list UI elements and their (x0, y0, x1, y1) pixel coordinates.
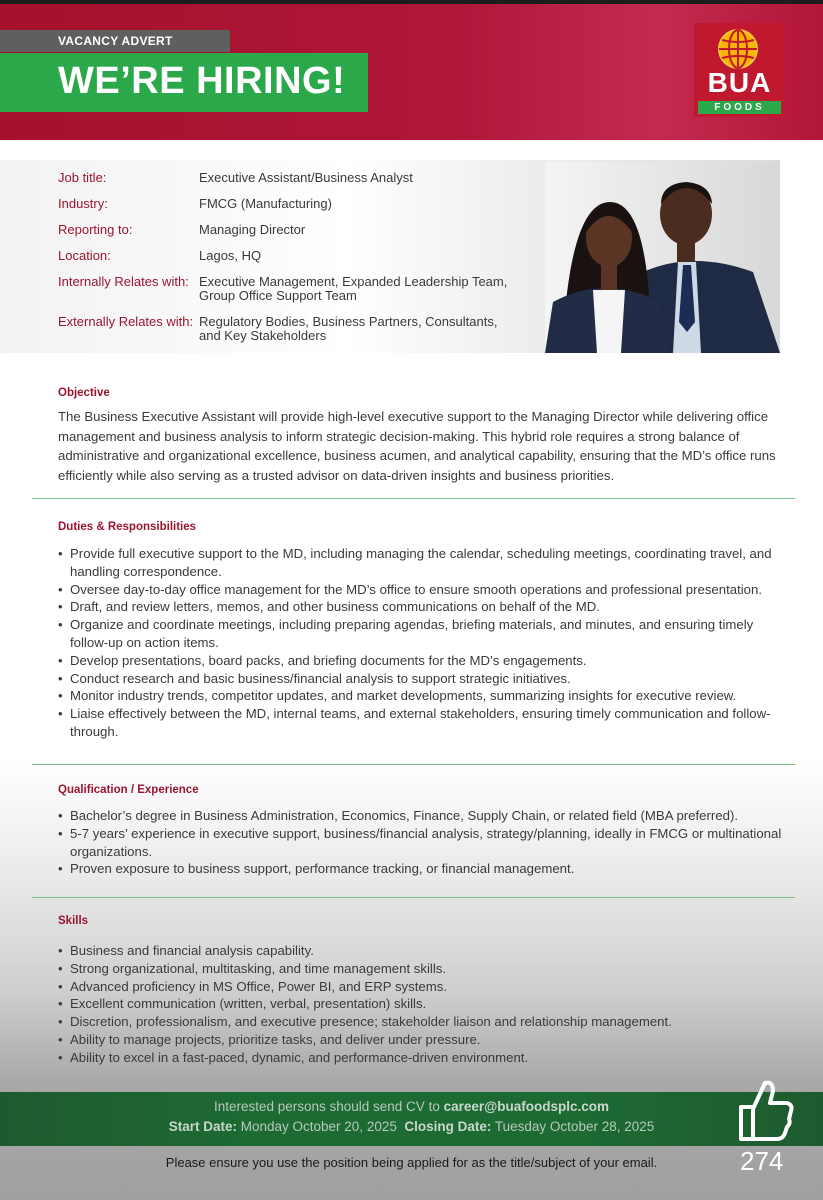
like-count: 274 (740, 1146, 784, 1176)
duties-title: Duties & Responsibilities (58, 521, 197, 533)
info-label: Externally Relates with: (58, 314, 194, 329)
objective-title: Objective (58, 387, 110, 399)
bua-foods-logo (694, 23, 785, 117)
info-label: Location: (58, 248, 111, 263)
info-value: Lagos, HQ (199, 248, 262, 263)
footer-email-link[interactable]: career@buafoodsplc.com (443, 1099, 610, 1114)
closing-date-label: Closing Date: (404, 1119, 492, 1134)
skills-list (58, 942, 793, 1067)
list-item: • Monitor industry trends, competitor updates, and market developments, summarizing insights for executive review. (58, 687, 793, 705)
list-item: • Discretion, professionalism, and executive presence; stakeholder liaison and relationship management. (58, 1013, 793, 1031)
list-item: • Bachelor’s degree in Business Administration, Economics, Finance, Supply Chain, or related field (MBA preferred). (58, 807, 793, 825)
list-item: • Draft, and review letters, memos, and other business communications on behalf of the MD. (58, 598, 793, 616)
skills-title: Skills (58, 915, 89, 927)
list-item: • 5-7 years’ experience in executive support, business/financial analysis, strategy/planning, ideally in FMCG or multinational organizations. (58, 825, 793, 861)
section-divider (32, 498, 795, 499)
objective-text: The Business Executive Assistant will provide high-level executive support to the Managing Director while delivering office management and business analysis to inform strategic decision-making. This hybrid role requires a strong balance of administrative and organizational excellence, business acumen, and analytical capability, ensuring that the MD’s office runs efficiently while also serving as a trusted advisor on data-driven insights and business priorities. (58, 409, 776, 483)
list-item: • Proven exposure to business support, performance tracking, or financial management. (58, 860, 793, 878)
list-item: • Ability to excel in a fast-paced, dynamic, and performance-driven environment. (58, 1049, 793, 1067)
list-item: • Provide full executive support to the MD, including managing the calendar, scheduling meetings, coordinating travel, and handling correspondence. (58, 545, 793, 581)
list-item: • Conduct research and basic business/financial analysis to support strategic initiatives. (58, 670, 793, 688)
info-label: Industry: (58, 196, 108, 211)
info-label: Internally Relates with: (58, 274, 189, 289)
vacancy-label: VACANCY ADVERT (58, 34, 173, 48)
section-divider (32, 897, 795, 898)
info-value: Executive Management, Expanded Leadership Team, Group Office Support Team (199, 274, 508, 303)
info-value: Executive Assistant/Business Analyst (199, 170, 413, 185)
duties-list (58, 545, 793, 741)
globe-icon (716, 27, 760, 71)
headline: WE’RE HIRING! (58, 60, 346, 102)
info-label: Reporting to: (58, 222, 133, 237)
info-value: Managing Director (199, 222, 306, 237)
list-item: • Develop presentations, board packs, and briefing documents for the MD’s engagements. (58, 652, 793, 670)
qualification-list (58, 807, 793, 878)
footer-send-text: Interested persons should send CV to (213, 1099, 440, 1114)
logo-brand: BUA (707, 67, 772, 98)
list-item: • Ability to manage projects, prioritize tasks, and deliver under pressure. (58, 1031, 793, 1049)
list-item: • Organize and coordinate meetings, including preparing agendas, briefing materials, and minutes, and ensuring timely follow-up on action items. (58, 616, 793, 652)
section-divider (32, 764, 795, 765)
list-item: • Excellent communication (written, verbal, presentation) skills. (58, 995, 793, 1013)
subject-note: Please ensure you use the position being applied for as the title/subject of your email. (165, 1155, 658, 1170)
qualification-title: Qualification / Experience (58, 784, 199, 796)
thumbs-up-icon[interactable] (733, 1077, 795, 1143)
info-value: FMCG (Manufacturing) (199, 196, 332, 211)
info-label: Job title: (58, 170, 107, 185)
list-item: • Advanced proficiency in MS Office, Power BI, and ERP systems. (58, 978, 793, 996)
list-item: • Liaise effectively between the MD, internal teams, and external stakeholders, ensuring timely communication and follow-through. (58, 705, 793, 741)
footer-apply-line (0, 1099, 823, 1114)
professionals-photo (545, 162, 780, 353)
list-item: • Oversee day-to-day office management for the MD’s office to ensure smooth operations and professional presentation. (58, 581, 793, 599)
info-value: Regulatory Bodies, Business Partners, Consultants, and Key Stakeholders (199, 314, 498, 343)
list-item: • Strong organizational, multitasking, and time management skills. (58, 960, 793, 978)
list-item: • Business and financial analysis capability. (58, 942, 793, 960)
closing-date-value: Tuesday October 28, 2025 (494, 1119, 655, 1134)
footer-dates-line (0, 1119, 823, 1134)
logo-sub: FOODS (698, 101, 781, 114)
start-date-label: Start Date: (168, 1119, 237, 1134)
start-date-value: Monday October 20, 2025 (240, 1119, 397, 1134)
